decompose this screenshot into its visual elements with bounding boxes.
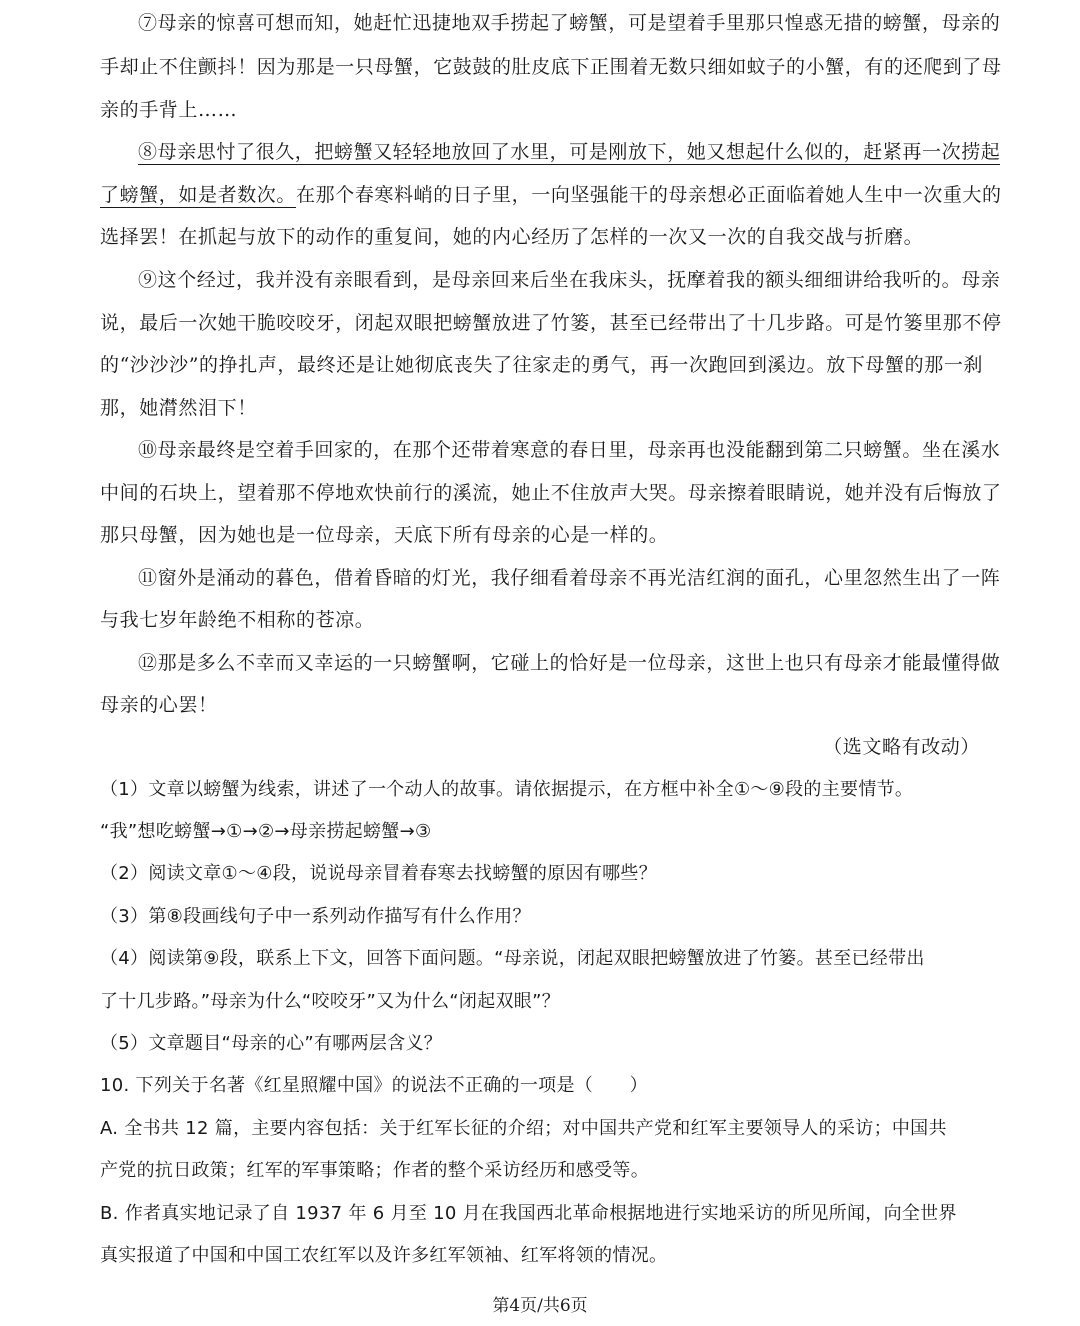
paragraph-11-line-2: 与我七岁年龄绝不相称的苍凉。 — [100, 609, 375, 631]
underlined-sentence-part-2: 了螃蟹，如是者数次。 — [100, 184, 297, 206]
paragraph-7-line-3: 亲的手背上…… — [100, 99, 238, 121]
question-1: （1）文章以螃蟹为线索，讲述了一个动人的故事。请依据提示，在方框中补全①～⑨段的主要情节。 — [100, 779, 914, 800]
paragraph-10-line-2: 中间的石块上，望着那不停地欢快前行的溪流，她止不住放声大哭。母亲擦着眼睛说，她并没有后悔放了 — [100, 482, 1002, 504]
page-number: 第4页/共6页 — [492, 1296, 588, 1316]
paragraph-8-line-2 — [100, 182, 1002, 208]
option-b-line-1: B. 作者真实地记录了自 1937 年 6 月至 10 月在我国西北革命根据地进行实地采访的所见所闻，向全世界 — [100, 1203, 957, 1224]
paragraph-8-line-2-rest: 在那个春寒料峭的日子里，一向坚强能干的母亲想必正面临着她人生中一次重大的 — [296, 184, 1002, 206]
paragraph-9-line-1: ⑨这个经过，我并没有亲眼看到，是母亲回来后坐在我床头，抚摩着我的额头细细讲给我听的。母亲 — [138, 269, 1001, 291]
paragraph-9-line-2: 说，最后一次她干脆咬咬牙，闭起双眼把螃蟹放进了竹篓，甚至已经带出了十几步路。可是竹篓里那不停 — [100, 312, 1002, 334]
underlined-sentence-part-1: ⑧母亲思忖了很久，把螃蟹又轻轻地放回了水里，可是刚放下，她又想起什么似的，赶紧再一次捞起 — [138, 141, 1001, 163]
paragraph-7-line-2: 手却止不住颤抖！因为那是一只母蟹，它鼓鼓的肚皮底下正围着无数只细如蚊子的小蟹，有的还爬到了母 — [100, 56, 1002, 78]
question-10: 10. 下列关于名著《红星照耀中国》的说法不正确的一项是（ ） — [100, 1075, 648, 1096]
question-2: （2）阅读文章①～④段，说说母亲冒着春寒去找螃蟹的原因有哪些？ — [100, 863, 658, 884]
paragraph-11-line-1: ⑪窗外是涌动的暮色，借着昏暗的灯光，我仔细看着母亲不再光洁红润的面孔，心里忽然生出了一阵 — [138, 567, 1001, 589]
option-b-line-2: 真实报道了中国和中国工农红军以及许多红军领袖、红军将领的情况。 — [100, 1245, 668, 1266]
question-1-flow: “我”想吃螃蟹→①→②→母亲捞起螃蟹→③ — [100, 821, 432, 842]
paragraph-12-line-2: 母亲的心罢！ — [100, 694, 218, 716]
option-a-line-1: A. 全书共 12 篇，主要内容包括：关于红军长征的介绍；对中国共产党和红军主要领导人的采访；中国共 — [100, 1118, 947, 1139]
paragraph-10-line-1: ⑩母亲最终是空着手回家的，在那个还带着寒意的春日里，母亲再也没能翻到第二只螃蟹。坐在溪水 — [138, 439, 1001, 461]
paragraph-7-line-1: ⑦母亲的惊喜可想而知，她赶忙迅捷地双手捞起了螃蟹，可是望着手里那只惶惑无措的螃蟹，母亲的 — [138, 12, 1001, 34]
source-note: （选文略有改动） — [823, 736, 980, 758]
question-3: （3）第⑧段画线句子中一系列动作描写有什么作用？ — [100, 906, 531, 927]
option-a-line-2: 产党的抗日政策；红军的军事策略；作者的整个采访经历和感受等。 — [100, 1160, 649, 1181]
question-4-line-1: （4）阅读第⑨段，联系上下文，回答下面问题。“母亲说，闭起双眼把螃蟹放进了竹篓。甚至已经带出 — [100, 948, 925, 969]
paragraph-8-line-3: 选择罢！在抓起与放下的动作的重复间，她的内心经历了怎样的一次又一次的自我交战与折磨。 — [100, 226, 924, 248]
paragraph-8-line-1 — [138, 139, 1001, 165]
paragraph-9-line-3: 的“沙沙沙”的挣扎声，最终还是让她彻底丧失了往家走的勇气，再一次跑回到溪边。放下母蟹的那一刹 — [100, 354, 984, 376]
paragraph-10-line-3: 那只母蟹，因为她也是一位母亲，天底下所有母亲的心是一样的。 — [100, 524, 669, 546]
question-4-line-2: 了十几步路。”母亲为什么“咬咬牙”又为什么“闭起双眼”？ — [100, 991, 561, 1012]
paragraph-9-line-4: 那，她潸然泪下！ — [100, 397, 257, 419]
question-5: （5）文章题目“母亲的心”有哪两层含义？ — [100, 1033, 443, 1054]
paragraph-12-line-1: ⑫那是多么不幸而又幸运的一只螃蟹啊，它碰上的恰好是一位母亲，这世上也只有母亲才能最懂得做 — [138, 652, 1001, 674]
